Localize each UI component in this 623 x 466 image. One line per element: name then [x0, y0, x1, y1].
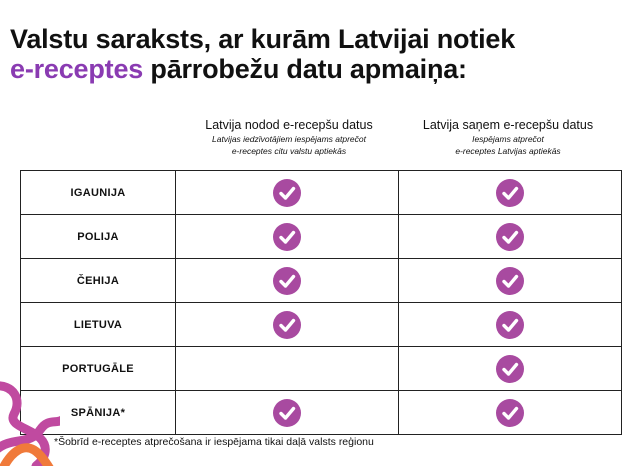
table-row: [21, 215, 622, 259]
page-title: [10, 24, 610, 84]
check-circle-icon: [496, 223, 524, 251]
column-header-receives: [398, 118, 618, 156]
column-note-line2: e-receptes citu valstu aptiekās: [231, 145, 347, 156]
check-circle-icon: [496, 267, 524, 295]
column-note-line1: Latvijas iedzīvotājiem iespējams atprečot: [211, 134, 367, 144]
country-name: IGAUNIJA: [21, 171, 176, 215]
check-circle-icon: [496, 179, 524, 207]
country-name: PORTUGĀLE: [21, 347, 176, 391]
title-line2: pārrobežu datu apmaiņa:: [143, 54, 467, 84]
check-circle-icon: [273, 399, 301, 427]
table-cell: [399, 303, 622, 347]
table-cell: [399, 259, 622, 303]
table-row: [21, 259, 622, 303]
table-cell: [176, 215, 399, 259]
country-name: SPĀNIJA*: [21, 391, 176, 435]
column-note-line1: Iespējams atprečot: [472, 134, 544, 144]
table-cell: [399, 347, 622, 391]
country-name: POLIJA: [21, 215, 176, 259]
check-circle-icon: [496, 355, 524, 383]
check-circle-icon: [273, 311, 301, 339]
country-table: [20, 170, 622, 435]
table-cell: [176, 347, 399, 391]
table-cell: [176, 391, 399, 435]
footnote: *Šobrīd e-receptes atprečošana ir iespējama tikai daļā valsts reģionu: [54, 436, 374, 448]
check-circle-icon: [273, 179, 301, 207]
title-highlight: e-receptes: [10, 54, 144, 84]
table-cell: [399, 215, 622, 259]
brand-logo-icon: [0, 380, 60, 466]
check-circle-icon: [273, 223, 301, 251]
check-circle-icon: [496, 311, 524, 339]
check-circle-icon: [496, 399, 524, 427]
table-row: [21, 303, 622, 347]
country-name: LIETUVA: [21, 303, 176, 347]
column-note-line2: e-receptes Latvijas aptiekās: [455, 145, 561, 156]
column-header-sends: [179, 118, 399, 156]
title-line1: Valstu saraksts, ar kurām Latvijai notiek: [10, 24, 516, 54]
table-cell: [399, 171, 622, 215]
check-circle-icon: [273, 267, 301, 295]
column-heading: Latvija saņem e-recepšu datus: [422, 118, 594, 132]
table-row: [21, 171, 622, 215]
table-cell: [176, 259, 399, 303]
country-name: ČEHIJA: [21, 259, 176, 303]
table-cell: [176, 303, 399, 347]
table-row: [21, 391, 622, 435]
table-cell: [176, 171, 399, 215]
table-cell: [399, 391, 622, 435]
column-heading: Latvija nodod e-recepšu datus: [205, 118, 373, 132]
table-row: [21, 347, 622, 391]
